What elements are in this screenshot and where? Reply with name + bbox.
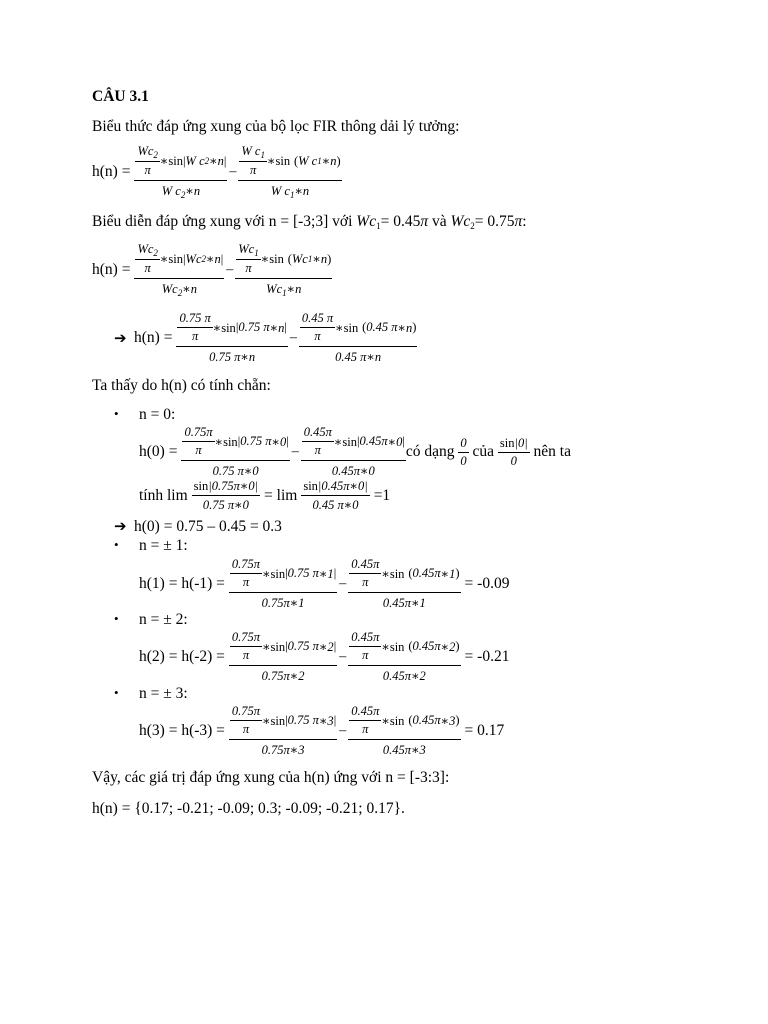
n0-label: n = 0: xyxy=(139,406,176,423)
n3-label: n = ± 3: xyxy=(139,685,188,702)
arrow-icon: ➔ xyxy=(114,519,127,535)
bullet-icon: • xyxy=(114,685,119,700)
representation-text: Biểu diễn đáp ứng xung với n = [-3;3] với $Wc_1= 0.45\pi$ và $Wc_2= 0.75\pi$: xyxy=(92,213,527,231)
arrow-icon: ➔ xyxy=(114,330,127,347)
formula-limit: tính lim $\frac{\sin|0.75\pi∗0|}{0.75 \pi∗0}$ = lim $\frac{\sin|0.45\pi∗0|}{0.45 \pi∗0}$ =1 xyxy=(139,479,391,512)
conclusion-text: Vậy, các giá trị đáp ứng xung của h(n) ứng với n = [-3:3]: xyxy=(92,769,450,786)
formula-general-2: h(n) = $\frac{Wc_2}{\pi}$ ∗sin | Wc 2 ∗n | $Wc_2∗n$ – $\frac{Wc_1}{\pi}$ ∗sin ( Wc 1 ∗n ) $Wc_1∗n$ xyxy=(92,242,332,298)
bullet-icon: • xyxy=(114,611,119,626)
formula-substituted: ➔ h(n) = $\frac{0.75 \pi}{\pi}$ ∗sin | 0.75 π ∗n | 0.75 π∗n – $\frac{0.45 \pi}{\pi}$ ∗sin ( 0.45 π ∗n ) 0.45 π∗n xyxy=(114,311,417,364)
fraction-term-a: $\frac{Wc_2}{\pi}$ ∗sin | W c 2 ∗n | W $c_2∗n$ xyxy=(134,144,227,200)
formula-general: h(n) = $\frac{Wc_2}{\pi}$ ∗sin | W c 2 ∗n | W $c_2∗n$ – $\frac{W c_1}{\pi}$ ∗sin ( W c 1 ∗n ) W $c_1∗n$ xyxy=(92,144,341,200)
fraction-term-b: $\frac{W c_1}{\pi}$ ∗sin ( W c 1 ∗n ) W $c_1∗n$ xyxy=(238,144,341,200)
question-heading: CÂU 3.1 xyxy=(92,88,149,105)
bullet-icon: • xyxy=(114,406,119,421)
bullet-icon: • xyxy=(114,537,119,552)
formula-h3: h(3) = h(-3) = $\frac{0.75\pi}{\pi}$ ∗sin | 0.75 π ∗3 | 0.75π∗3 – $\frac{0.45\pi}{\pi}$ ∗sin ( 0.45 π ∗3 ) 0.45π∗3 = 0.17 xyxy=(139,704,505,757)
n1-label: n = ± 1: xyxy=(139,537,188,554)
hn-label: h(n) = xyxy=(92,163,131,180)
intro-text: Biểu thức đáp ứng xung của bộ lọc FIR thông dải lý tưởng: xyxy=(92,118,460,135)
even-text: Ta thấy do h(n) có tính chẵn: xyxy=(92,377,271,394)
formula-h2: h(2) = h(-2) = $\frac{0.75\pi}{\pi}$ ∗sin | 0.75 π ∗2 | 0.75π∗2 – $\frac{0.45\pi}{\pi}$ ∗sin ( 0.45 π ∗2 ) 0.45π∗2 = -0.21 xyxy=(139,630,510,683)
formula-h1: h(1) = h(-1) = $\frac{0.75\pi}{\pi}$ ∗sin | 0.75 π ∗1 | 0.75π∗1 – $\frac{0.45\pi}{\pi}$ ∗sin ( 0.45 π ∗1 ) 0.45π∗1 = -0.09 xyxy=(139,557,510,610)
formula-h0: h(0) = $\frac{0.75\pi}{\pi}$ ∗sin | 0.75 π ∗0 | 0.75 π∗0 – $\frac{0.45\pi}{\pi}$ ∗sin | 0.45 π ∗0 | 0.45π∗0 có dạng $\frac{0}{0}$ của $\frac{\sin|0|}{0}$ nên ta xyxy=(139,425,571,478)
h0-result: ➔ h(0) = 0.75 – 0.45 = 0.3 xyxy=(114,518,282,535)
final-result: h(n) = {0.17; -0.21; -0.09; 0.3; -0.09; -0.21; 0.17}. xyxy=(92,800,405,817)
n2-label: n = ± 2: xyxy=(139,611,188,628)
